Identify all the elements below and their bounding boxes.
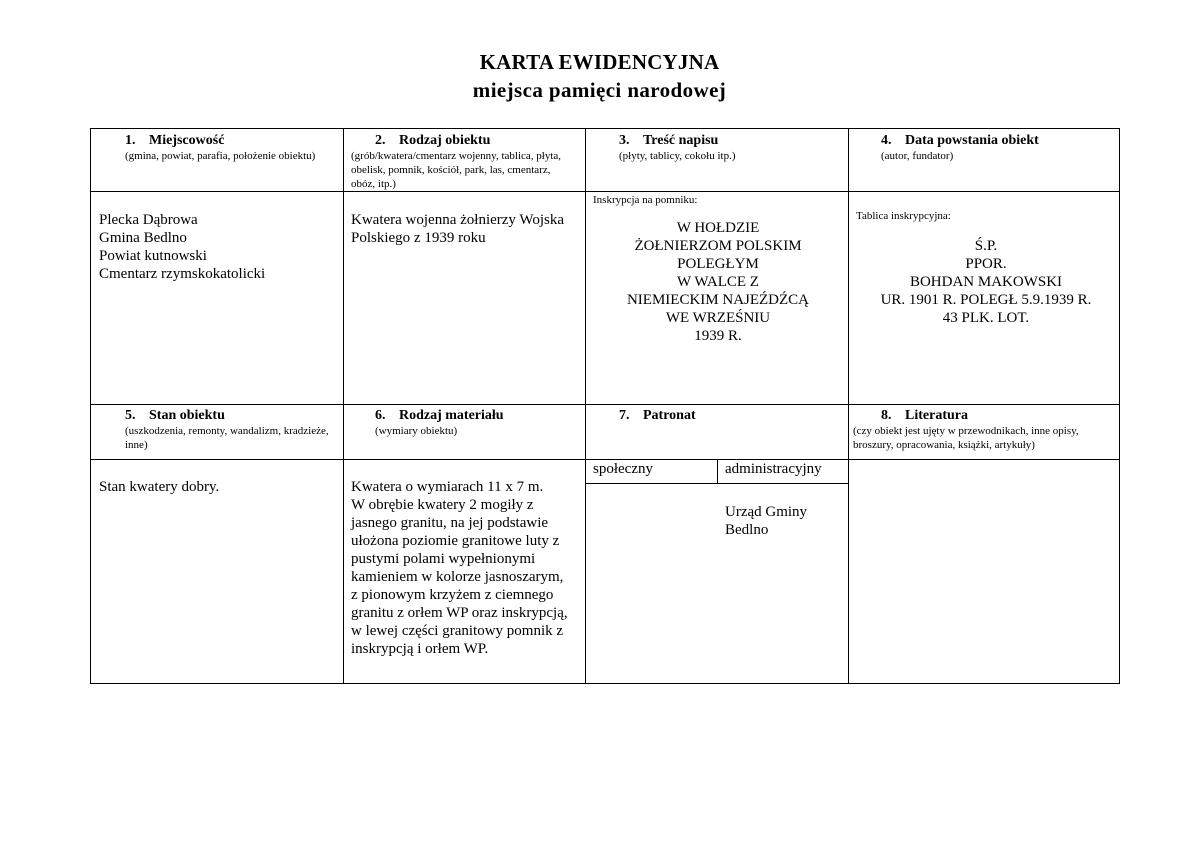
inscription-text bbox=[593, 219, 843, 345]
header-number: 3. bbox=[619, 133, 630, 148]
object-type-cell: Kwatera wojenna żołnierzy Wojska Polskiego z 1939 roku bbox=[351, 212, 565, 246]
material-line: ułożona poziomie granitowe luty z bbox=[351, 533, 560, 549]
location-line: Gmina Bedlno bbox=[99, 230, 187, 246]
inscription-line: WE WRZEŚNIU bbox=[665, 310, 771, 326]
plaque-line: PPOR. bbox=[965, 256, 1007, 272]
plaque-label: Tablica inskrypcyjna: bbox=[856, 210, 951, 222]
condition-cell: Stan kwatery dobry. bbox=[99, 479, 220, 495]
inscription-line: ŻOŁNIERZOM POLSKIM bbox=[634, 238, 802, 254]
patronage-admin-label: administracyjny bbox=[725, 461, 822, 477]
header-number: 4. bbox=[881, 133, 892, 148]
material-line: kamieniem w kolorze jasnoszarym, bbox=[351, 569, 564, 585]
location-line: Powiat kutnowski bbox=[99, 248, 207, 264]
material-line: jasnego granitu, na jej podstawie bbox=[351, 515, 549, 531]
inscription-line: NIEMIECKIM NAJEŹDŹCĄ bbox=[626, 292, 810, 308]
header-number: 2. bbox=[375, 133, 386, 148]
material-line: W obrębie kwatery 2 mogiły z bbox=[351, 497, 534, 513]
header-number: 8. bbox=[881, 408, 892, 423]
material-cell bbox=[351, 478, 583, 658]
header-number: 6. bbox=[375, 408, 386, 423]
header-label: Rodzaj obiektu bbox=[399, 133, 491, 148]
plaque-cell bbox=[856, 209, 1116, 327]
header-description: (wymiary obiektu) bbox=[375, 425, 458, 437]
inscription-line: 1939 R. bbox=[694, 328, 742, 344]
grid-line bbox=[848, 129, 849, 683]
header-description: (czy obiekt jest ujęty w przewodnikach, inne opisy, broszury, opracowania, książki, artykuły) bbox=[853, 425, 1079, 451]
inscription-line: POLEGŁYM bbox=[677, 256, 759, 272]
inscription-label: Inskrypcja na pomniku: bbox=[593, 194, 698, 206]
patronage-admin-value: Urząd Gminy Bedlno bbox=[725, 504, 808, 538]
plaque-text bbox=[856, 237, 1116, 327]
plaque-line: UR. 1901 R. POLEGŁ 5.9.1939 R. bbox=[880, 292, 1092, 308]
inscription-cell bbox=[593, 193, 843, 345]
grid-line bbox=[585, 129, 586, 683]
header-inscription bbox=[619, 132, 839, 163]
plaque-line: Ś.P. bbox=[974, 238, 998, 254]
grid-line bbox=[717, 459, 718, 483]
header-number: 7. bbox=[619, 408, 630, 423]
header-object-type bbox=[351, 132, 571, 191]
location-cell bbox=[99, 211, 339, 283]
header-literature bbox=[853, 407, 1117, 452]
plaque-line: 43 PLK. LOT. bbox=[942, 310, 1030, 326]
inscription-line: W WALCE Z bbox=[677, 274, 759, 290]
header-location bbox=[125, 132, 337, 163]
patronage-social-label: społeczny bbox=[593, 461, 653, 477]
inscription-line: W HOŁDZIE bbox=[676, 220, 760, 236]
header-label: Literatura bbox=[905, 408, 968, 423]
material-line: granitu z orłem WP oraz inskrypcją, bbox=[351, 605, 568, 621]
header-number: 5. bbox=[125, 408, 136, 423]
header-number: 1. bbox=[125, 133, 136, 148]
header-description: (uszkodzenia, remonty, wandalizm, kradzieże, inne) bbox=[125, 425, 329, 451]
grid-line bbox=[91, 191, 1119, 192]
plaque-line: BOHDAN MAKOWSKI bbox=[909, 274, 1063, 290]
header-material bbox=[375, 407, 575, 438]
material-line: pustymi polami wypełnionymi bbox=[351, 551, 536, 567]
header-label: Data powstania obiekt bbox=[905, 133, 1039, 148]
material-line: z pionowym krzyżem z ciemnego bbox=[351, 587, 554, 603]
material-line: inskrypcją i orłem WP. bbox=[351, 641, 489, 657]
header-condition bbox=[125, 407, 337, 452]
material-line: Kwatera o wymiarach 11 x 7 m. bbox=[351, 479, 544, 495]
material-line: w lewej części granitowy pomnik z bbox=[351, 623, 564, 639]
header-creation-date bbox=[881, 132, 1116, 163]
header-description: (grób/kwatera/cmentarz wojenny, tablica, płyta, obelisk, pomnik, kościół, park, las, cmentarz, obóz, itp.) bbox=[351, 150, 562, 190]
header-label: Rodzaj materiału bbox=[399, 408, 504, 423]
document-subtitle: miejsca pamięci narodowej bbox=[472, 78, 727, 102]
header-description: (autor, fundator) bbox=[881, 150, 954, 162]
header-label: Miejscowość bbox=[149, 133, 225, 148]
header-label: Patronat bbox=[643, 408, 696, 423]
grid-line bbox=[585, 483, 848, 484]
header-label: Treść napisu bbox=[643, 133, 719, 148]
header-patronage bbox=[619, 407, 839, 424]
header-description: (gmina, powiat, parafia, położenie obiektu) bbox=[125, 150, 316, 162]
location-line: Plecka Dąbrowa bbox=[99, 212, 198, 228]
header-description: (płyty, tablicy, cokołu itp.) bbox=[619, 150, 736, 162]
header-label: Stan obiektu bbox=[149, 408, 225, 423]
grid-line bbox=[91, 404, 1119, 405]
location-line: Cmentarz rzymskokatolicki bbox=[99, 266, 266, 282]
grid-line bbox=[343, 129, 344, 683]
record-card-table bbox=[90, 128, 1120, 684]
document-title: KARTA EWIDENCYJNA bbox=[479, 50, 720, 74]
